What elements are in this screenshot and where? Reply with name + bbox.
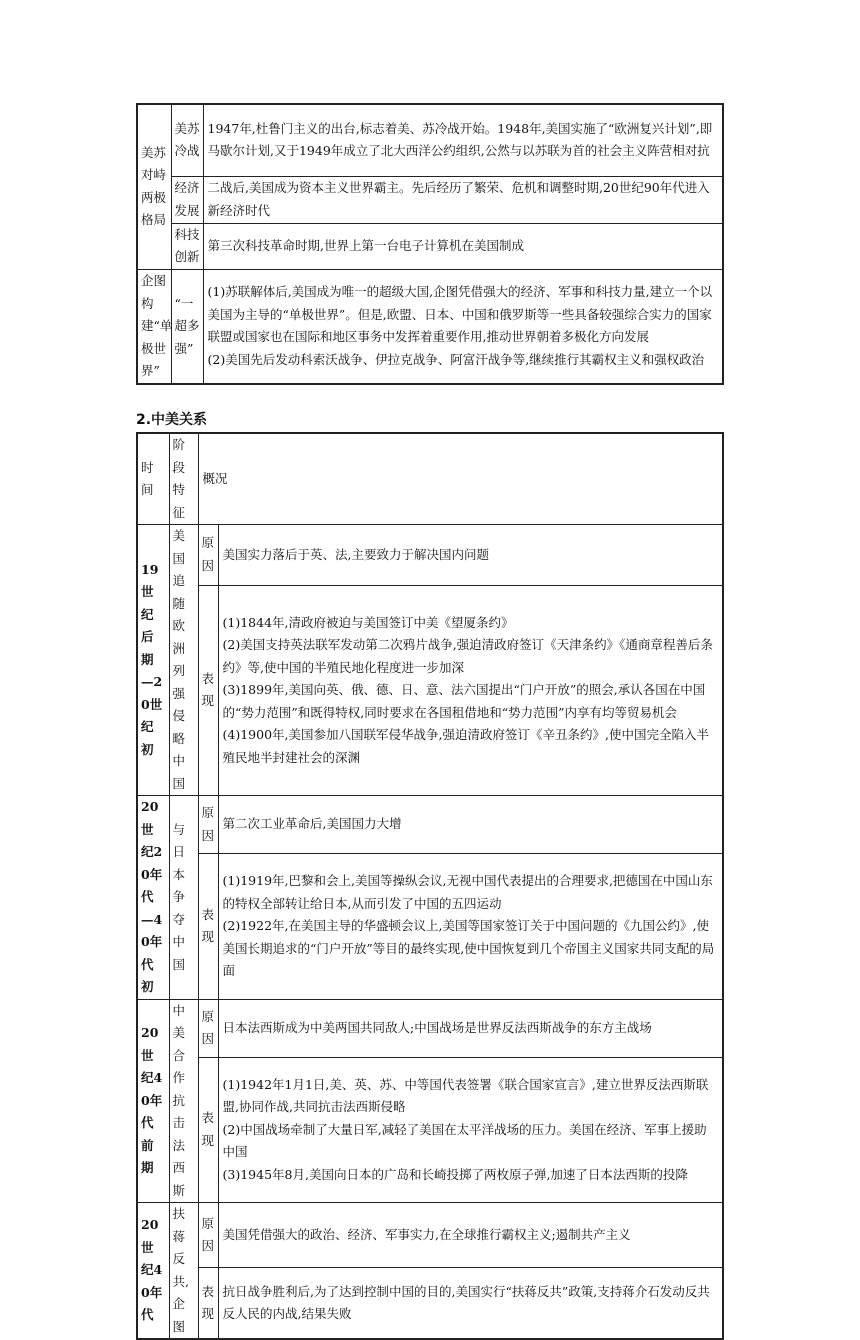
unipolar-line-2: (2)美国先后发动科索沃战争、伊拉克战争、阿富汗战争等,继续推行其霸权主义和强权政治	[207, 351, 705, 367]
performance-label: 表现	[198, 1268, 218, 1339]
row-sub-economy: 经济发展	[171, 176, 203, 223]
performance-label: 表现	[198, 1057, 218, 1202]
reason-text: 第二次工业革命后,美国国力大增	[218, 796, 723, 854]
performance-line: (1)1942年1月1日,美、英、苏、中等国代表签署《联合国家宣言》,建立世界反法西斯联盟,协同作战,共同抗击法西斯侵略	[222, 1076, 709, 1115]
performance-line: (2)中国战场牵制了大量日军,减轻了美国在太平洋战场的压力。美国在经济、军事上援助中国	[222, 1121, 707, 1160]
period-time: 19世纪后期—20世纪初	[137, 525, 169, 796]
performance-line: (3)1945年8月,美国向日本的广岛和长崎投掷了两枚原子弹,加速了日本法西斯的投降	[222, 1166, 688, 1182]
period-stage: 美国追随欧洲列强侵略中国	[169, 525, 198, 796]
performance-label: 表现	[198, 585, 218, 796]
performance-line: (2)1922年,在美国主导的华盛顿会议上,美国等国家签订关于中国问题的《九国公约》,使美国长期追求的“门户开放”等目的最终实现,使中国恢复到几个帝国主义国家共同支配的局面	[222, 918, 715, 979]
row-content-technology: 第三次科技革命时期,世界上第一台电子计算机在美国制成	[203, 223, 723, 269]
reason-label: 原因	[198, 525, 218, 586]
period-time: 20世纪40年代前期	[137, 999, 169, 1203]
period-stage: 扶蒋反共,企图	[169, 1203, 198, 1340]
header-time: 时间	[137, 433, 169, 525]
performance-line: (3)1899年,美国向英、俄、德、日、意、法六国提出“门户开放”的照会,承认各国在中国的“势力范围”和既得特权,同时要求在各国租借地和“势力范围”内享有均等贸易机会	[222, 682, 706, 720]
performance-line: (1)1844年,清政府被迫与美国签订中美《望厦条约》	[222, 614, 514, 630]
row-content-economy: 二战后,美国成为资本主义世界霸主。先后经历了繁荣、危机和调整时期,20世纪90年代进入新经济时代	[203, 176, 723, 223]
performance-line: (4)1900年,美国参加八国联军侵华战争,强迫清政府签订《辛丑条约》,使中国完全陷入半殖民地半封建社会的深渊	[222, 727, 709, 765]
china-us-table	[136, 432, 724, 1340]
unipolar-line-1: (1)苏联解体后,美国成为唯一的超级大国,企图凭借强大的经济、军事和科技力量,建立一个以美国为主导的“单极世界”。但是,欧盟、日本、中国和俄罗斯等一些具备较强综合实力的国家联盟或国家也在国际和地区事务中发挥着重要作用,推动世界朝着多极化方向发展	[207, 284, 713, 345]
header-stage: 阶段特征	[169, 433, 198, 525]
reason-text: 美国实力落后于英、法,主要致力于解决国内问题	[218, 525, 723, 586]
row-sub-cold-war: 美苏冷战	[171, 104, 203, 176]
performance-line: (1)1919年,巴黎和会上,美国等操纵会议,无视中国代表提出的合理要求,把德国在中国山东的特权全部转让给日本,从而引发了中国的五四运动	[222, 873, 713, 911]
reason-label: 原因	[198, 1203, 218, 1268]
row-content-cold-war: 1947年,杜鲁门主义的出台,标志着美、苏冷战开始。1948年,美国实施了“欧洲复兴计划”,即马歇尔计划,又于1949年成立了北大西洋公约组织,公然与以苏联为首的社会主义阵营相对抗	[203, 104, 723, 176]
period-stage: 与日本争夺中国	[169, 796, 198, 1000]
performance-line: 抗日战争胜利后,为了达到控制中国的目的,美国实行“扶蒋反共”政策,支持蒋介石发动反共反人民的内战,结果失败	[222, 1283, 710, 1322]
period-time: 20世纪20年代—40年代初	[137, 796, 169, 1000]
row-sub-one-superpower: “一超多强”	[171, 269, 203, 384]
us-soviet-table	[136, 103, 724, 385]
group-label-unipolar: 企图构建“单极世界”	[137, 269, 171, 384]
reason-label: 原因	[198, 796, 218, 854]
reason-text: 美国凭借强大的政治、经济、军事实力,在全球推行霸权主义;遏制共产主义	[218, 1203, 723, 1268]
period-stage: 中美合作抗击法西斯	[169, 999, 198, 1203]
performance-line: (2)美国支持英法联军发动第二次鸦片战争,强迫清政府签订《天津条约》《通商章程善后条约》等,使中国的半殖民地化程度进一步加深	[222, 637, 713, 675]
period-time: 20世纪40年代	[137, 1203, 169, 1340]
row-content-unipolar	[203, 269, 723, 384]
performance-text	[218, 1268, 723, 1339]
performance-label: 表现	[198, 854, 218, 999]
section-title: 2.中美关系	[136, 412, 208, 428]
header-overview: 概况	[198, 433, 723, 525]
row-sub-technology: 科技创新	[171, 223, 203, 269]
performance-text	[218, 1057, 723, 1202]
reason-label: 原因	[198, 999, 218, 1057]
performance-text	[218, 854, 723, 999]
group-label-bipolar: 美苏对峙两极格局	[137, 104, 171, 269]
reason-text: 日本法西斯成为中美两国共同敌人;中国战场是世界反法西斯战争的东方主战场	[218, 999, 723, 1057]
performance-text	[218, 585, 723, 796]
